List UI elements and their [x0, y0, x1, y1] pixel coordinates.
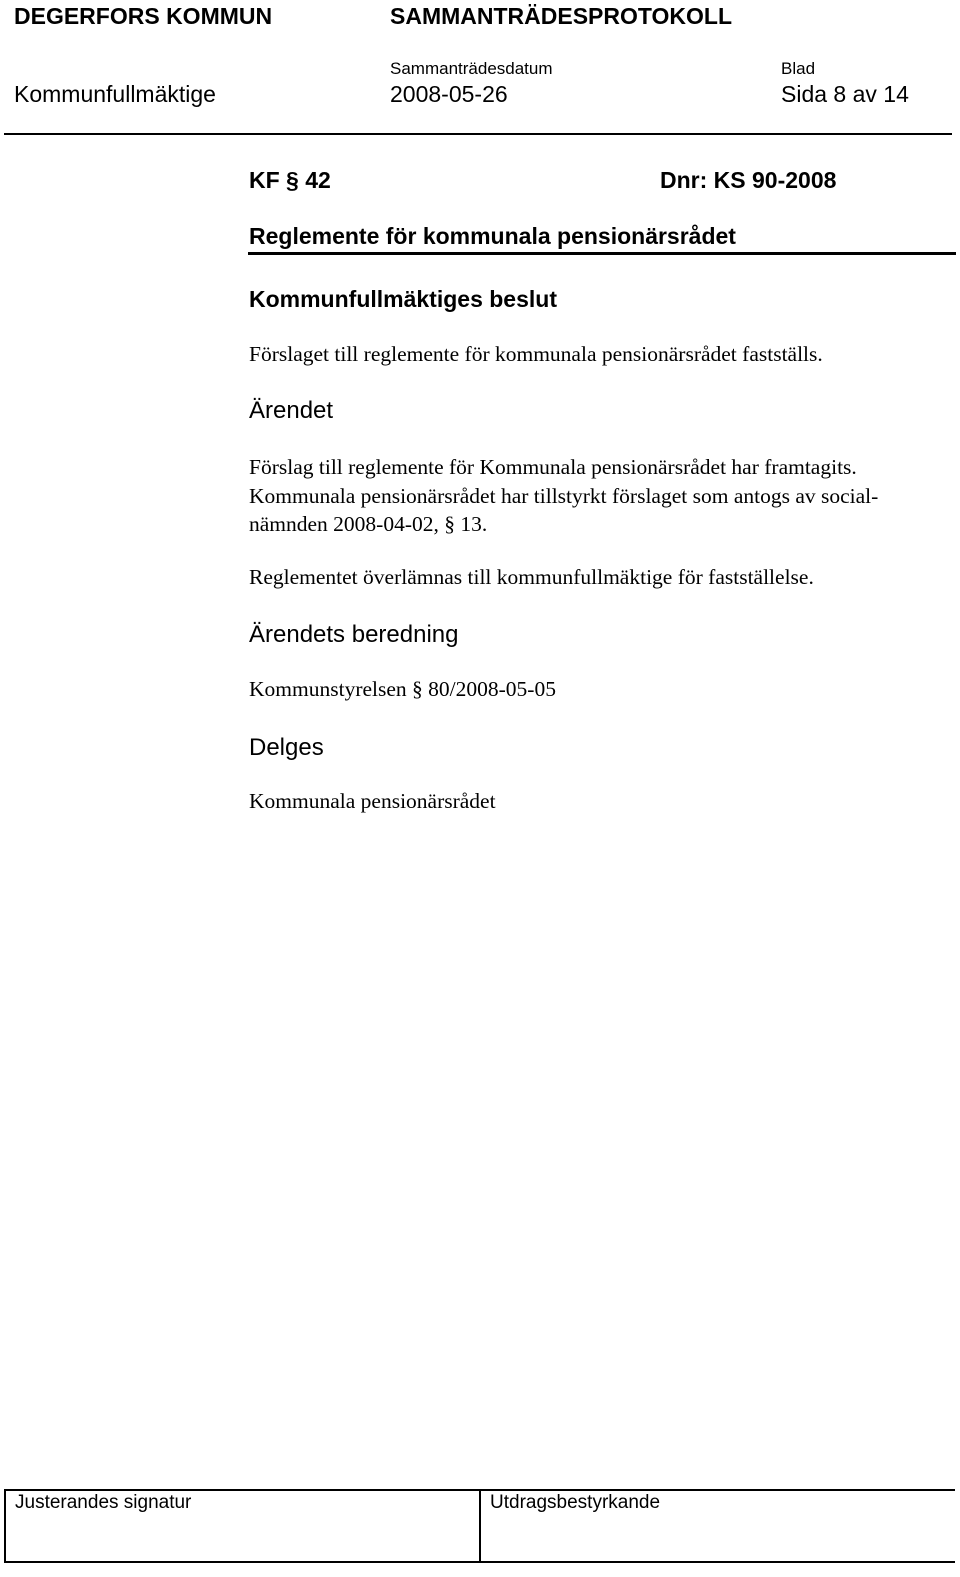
decision-text: Förslaget till reglemente för kommunala pensionärsrådet fastställs. — [249, 342, 823, 366]
preparation-heading: Ärendets beredning — [249, 621, 459, 648]
meeting-date: 2008-05-26 — [390, 81, 508, 107]
distribution-text: Kommunala pensionärsrådet — [249, 789, 496, 813]
preparation-text: Kommunstyrelsen § 80/2008-05-05 — [249, 677, 556, 701]
header-divider — [4, 133, 952, 135]
page-number: Sida 8 av 14 — [781, 81, 909, 107]
paragraph-number: KF § 42 — [249, 167, 331, 193]
matter-heading: Ärendet — [249, 397, 334, 424]
section-title: Reglemente för kommunala pensionärsrådet — [249, 223, 736, 249]
signature-box-divider — [479, 1489, 481, 1563]
matter-paragraph-1: Förslag till reglemente för Kommunala pensionärsrådet har framtagits. Kommunala pensionärsrådet har tillstyrkt förslaget som antogs av social-nämnden 2008-04-02, § 13. — [249, 455, 879, 536]
section-title-underline — [248, 252, 956, 255]
registration-number: Dnr: KS 90-2008 — [660, 167, 837, 193]
distribution-heading: Delges — [249, 734, 324, 761]
municipality-name: DEGERFORS KOMMUN — [14, 3, 273, 29]
decision-heading: Kommunfullmäktiges beslut — [249, 286, 557, 312]
matter-paragraph-2: Reglementet överlämnas till kommunfullmäktige för fastställelse. — [249, 565, 814, 589]
certification-label: Utdragsbestyrkande — [490, 1492, 661, 1513]
signature-label: Justerandes signatur — [15, 1492, 192, 1513]
document-type: SAMMANTRÄDESPROTOKOLL — [390, 3, 733, 29]
committee-name: Kommunfullmäktige — [14, 81, 216, 107]
page-label: Blad — [781, 59, 816, 78]
date-label: Sammanträdesdatum — [390, 59, 553, 78]
